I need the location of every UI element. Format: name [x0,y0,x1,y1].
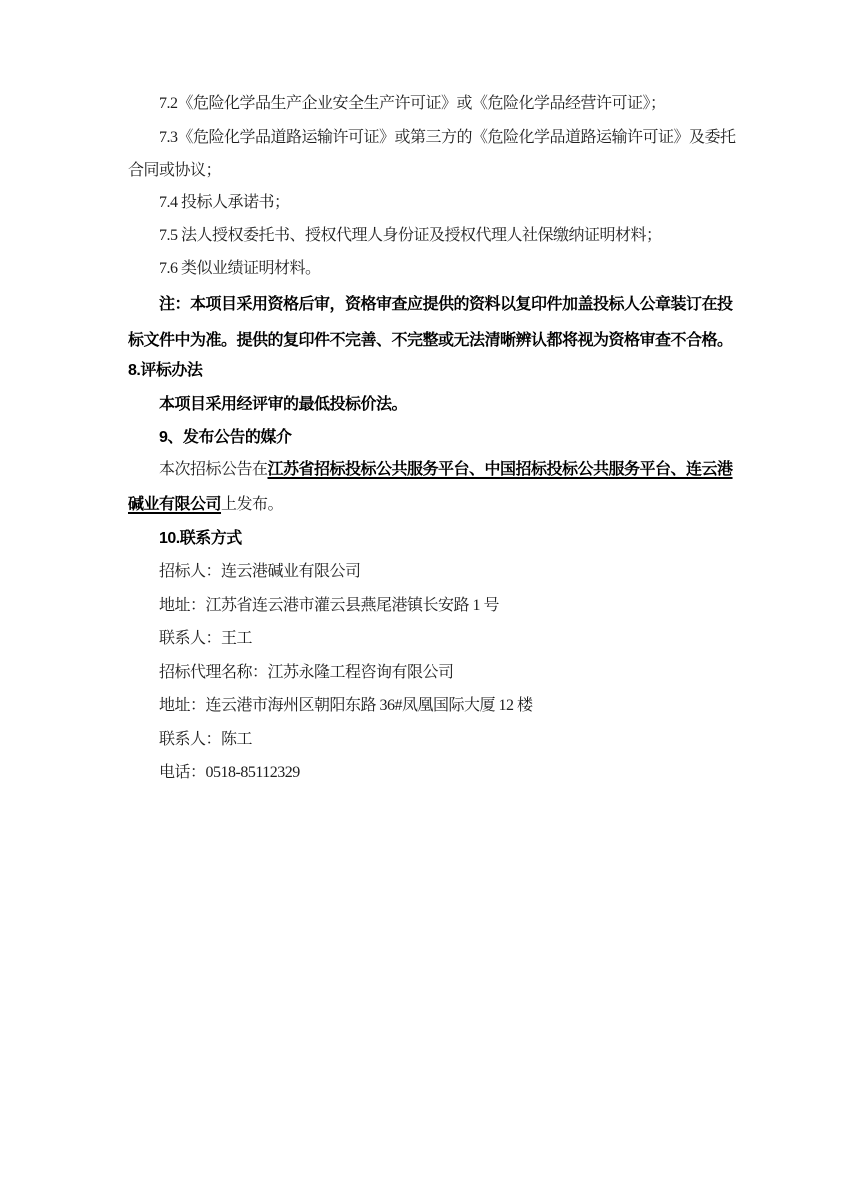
agency-contact: 联系人：陈工 [159,731,253,748]
clause-7-3-line1: 7.3《危险化学品道路运输许可证》或第三方的《危险化学品道路运输许可证》及委托 [159,129,736,146]
section-10-heading: 10.联系方式 [159,530,242,547]
section-9-heading: 9、发布公告的媒介 [159,429,292,446]
clause-7-4: 7.4 投标人承诺书； [159,194,290,211]
agency-name: 招标代理名称：江苏永隆工程咨询有限公司 [159,664,454,681]
qualification-note-line1: 注：本项目采用资格后审，资格审查应提供的资料以复印件加盖投标人公章装订在投 [159,296,733,313]
announcement-suffix: 上发布。 [221,496,284,513]
announcement-line1 [128,457,819,483]
phone-number: 电话：0518-85112329 [159,764,300,781]
clause-7-2: 7.2《危险化学品生产企业安全生产许可证》或《危险化学品经营许可证》； [159,95,666,112]
qualification-note-line2: 标文件中为准。提供的复印件不完善、不完整或无法清晰辨认都将视为资格审查不合格。 [128,332,733,349]
tenderer-contact: 联系人：王工 [159,630,253,647]
clause-7-3-line2: 合同或协议； [128,162,222,179]
announcement-media-names-line1: 江苏省招标投标公共服务平台、中国招标投标公共服务平台、连云港 [267,461,733,478]
agency-address: 地址：连云港市海州区朝阳东路 36#凤凰国际大厦 12 楼 [159,697,533,714]
clause-7-6: 7.6 类似业绩证明材料。 [159,260,321,277]
tenderer-name: 招标人：连云港碱业有限公司 [159,563,361,580]
tenderer-address: 地址：江苏省连云港市灌云县燕尾港镇长安路 1 号 [159,597,500,614]
clause-7-5: 7.5 法人授权委托书、授权代理人身份证及授权代理人社保缴纳证明材料； [159,227,662,244]
announcement-prefix: 本次招标公告在 [159,461,268,478]
section-8-body: 本项目采用经评审的最低投标价法。 [159,396,408,413]
announcement-line2 [128,492,788,518]
announcement-media-names-line2: 碱业有限公司 [128,496,222,513]
section-8-heading: 8.评标办法 [128,362,203,379]
